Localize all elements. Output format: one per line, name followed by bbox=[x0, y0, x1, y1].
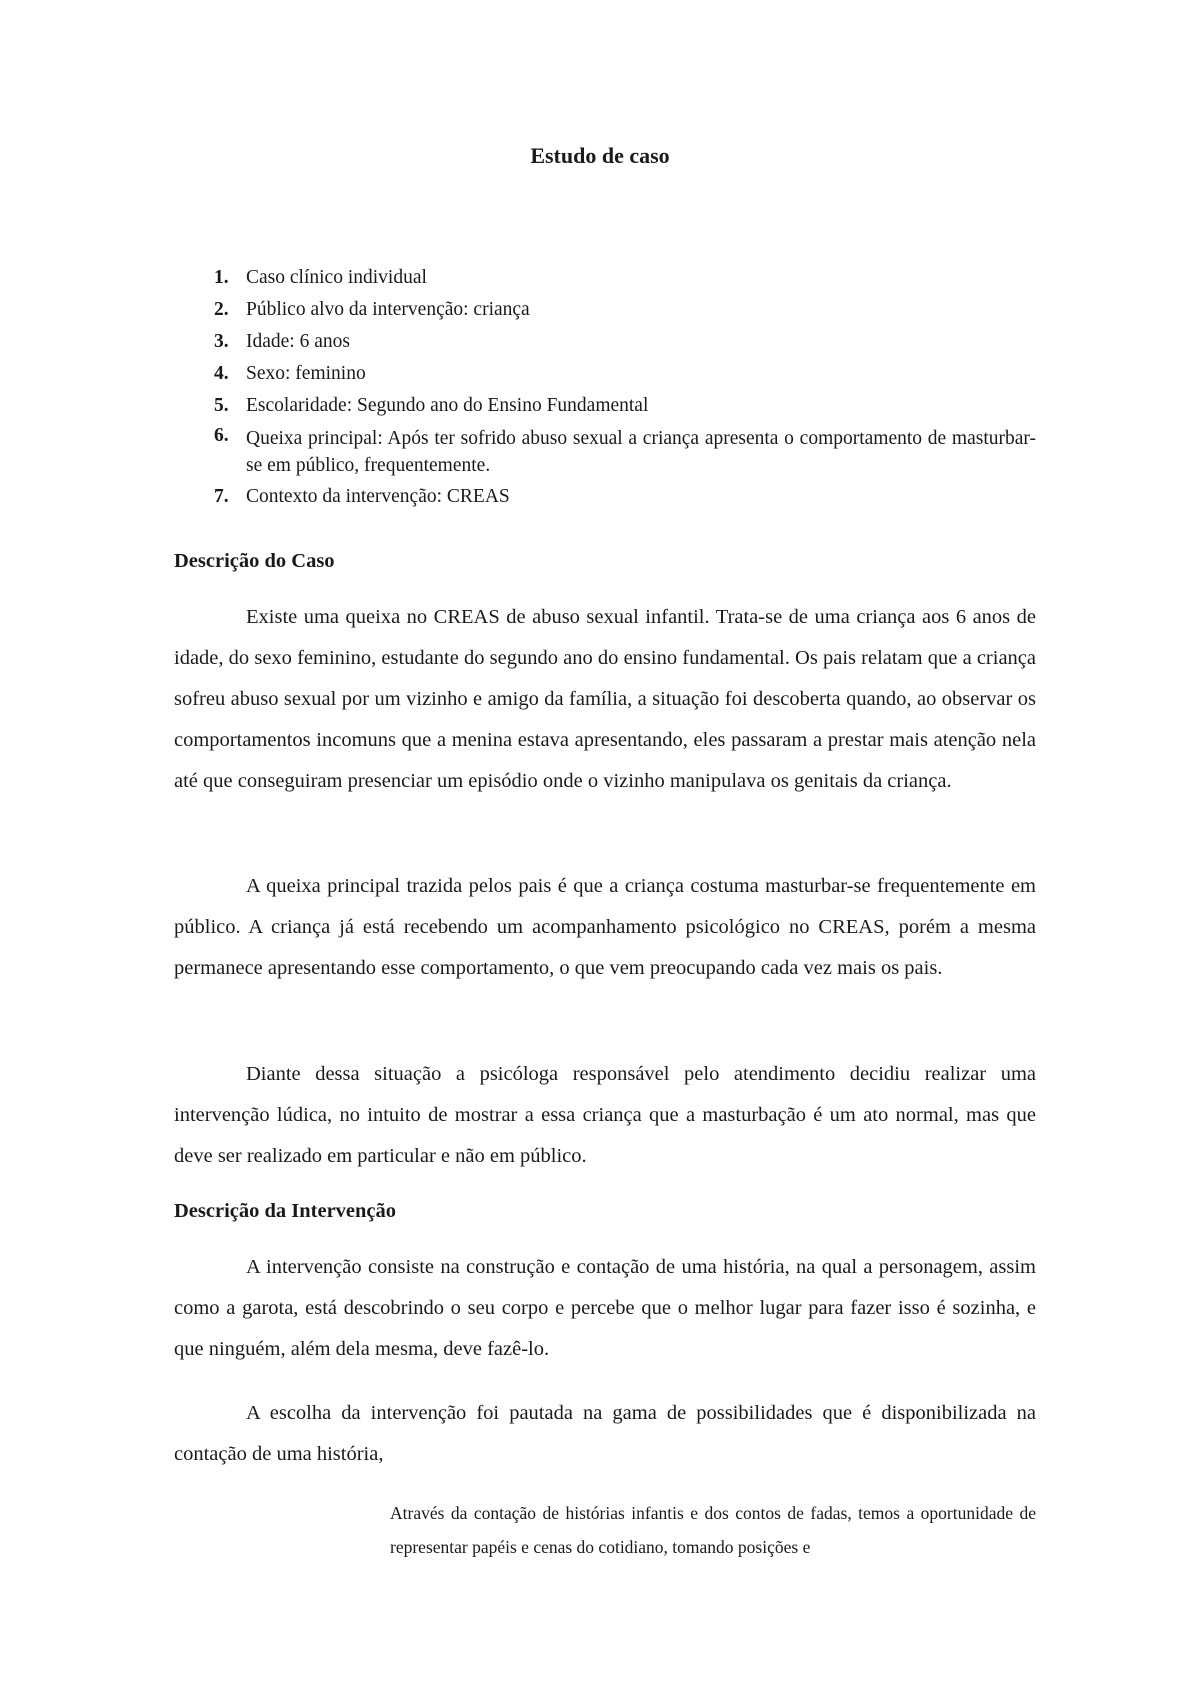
list-item bbox=[216, 358, 1036, 390]
block-quote: Através da contação de histórias infantis e dos contos de fadas, temos a oportunidade de representar papéis e cenas do cotidiano, tomando posições e bbox=[390, 1503, 1036, 1557]
list-item bbox=[216, 422, 1036, 481]
list-number: 2. bbox=[214, 299, 229, 320]
list-text: Público alvo da intervenção: criança bbox=[246, 299, 530, 320]
list-text: Caso clínico individual bbox=[246, 267, 427, 288]
list-number: 5. bbox=[214, 395, 229, 416]
list-number: 4. bbox=[214, 363, 229, 384]
intervention-paragraph-1: A intervenção consiste na construção e contação de uma história, na qual a personagem, assim como a garota, está descobrindo o seu corpo e percebe que o melhor lugar para fazer isso é sozinha, e que ninguém, além dela mesma, deve fazê-lo. bbox=[174, 1256, 1036, 1360]
case-paragraph-3: Diante dessa situação a psicóloga responsável pelo atendimento decidiu realizar uma intervenção lúdica, no intuito de mostrar a essa criança que a masturbação é um ato normal, mas que deve ser realizado em particular e não em público. bbox=[174, 1063, 1036, 1167]
intervention-paragraph-2: A escolha da intervenção foi pautada na gama de possibilidades que é disponibilizada na contação de uma história, bbox=[174, 1402, 1036, 1465]
list-number: 1. bbox=[214, 267, 229, 288]
list-text: Idade: 6 anos bbox=[246, 331, 350, 352]
document-title: Estudo de caso bbox=[530, 143, 670, 168]
list-number: 3. bbox=[214, 331, 229, 352]
list-text: Contexto da intervenção: CREAS bbox=[246, 486, 510, 507]
list-item bbox=[216, 390, 1036, 422]
list-text: Sexo: feminino bbox=[246, 363, 366, 384]
list-item bbox=[216, 481, 1036, 513]
list-item bbox=[216, 294, 1036, 326]
list-text: Escolaridade: Segundo ano do Ensino Fundamental bbox=[246, 395, 649, 416]
case-info-list bbox=[216, 262, 1036, 513]
case-paragraph-1: Existe uma queixa no CREAS de abuso sexual infantil. Trata-se de uma criança aos 6 anos de idade, do sexo feminino, estudante do segundo ano do ensino fundamental. Os pais relatam que a criança sofreu abuso sexual por um vizinho e amigo da família, a situação foi descoberta quando, ao observar os comportamentos incomuns que a menina estava apresentando, eles passaram a prestar mais atenção nela até que conseguiram presenciar um episódio onde o vizinho manipulava os genitais da criança. bbox=[174, 606, 1036, 792]
list-number: 6. bbox=[214, 425, 229, 446]
list-item bbox=[216, 262, 1036, 294]
list-text: Queixa principal: Após ter sofrido abuso sexual a criança apresenta o comportamento de masturbar-se em público, frequentemente. bbox=[246, 428, 1036, 476]
list-item bbox=[216, 326, 1036, 358]
list-number: 7. bbox=[214, 486, 229, 507]
section-heading-case: Descrição do Caso bbox=[174, 550, 335, 572]
section-heading-intervention: Descrição da Intervenção bbox=[174, 1200, 397, 1222]
case-paragraph-2: A queixa principal trazida pelos pais é que a criança costuma masturbar-se frequentemente em público. A criança já está recebendo um acompanhamento psicológico no CREAS, porém a mesma permanece apresentando esse comportamento, o que vem preocupando cada vez mais os pais. bbox=[174, 875, 1036, 979]
